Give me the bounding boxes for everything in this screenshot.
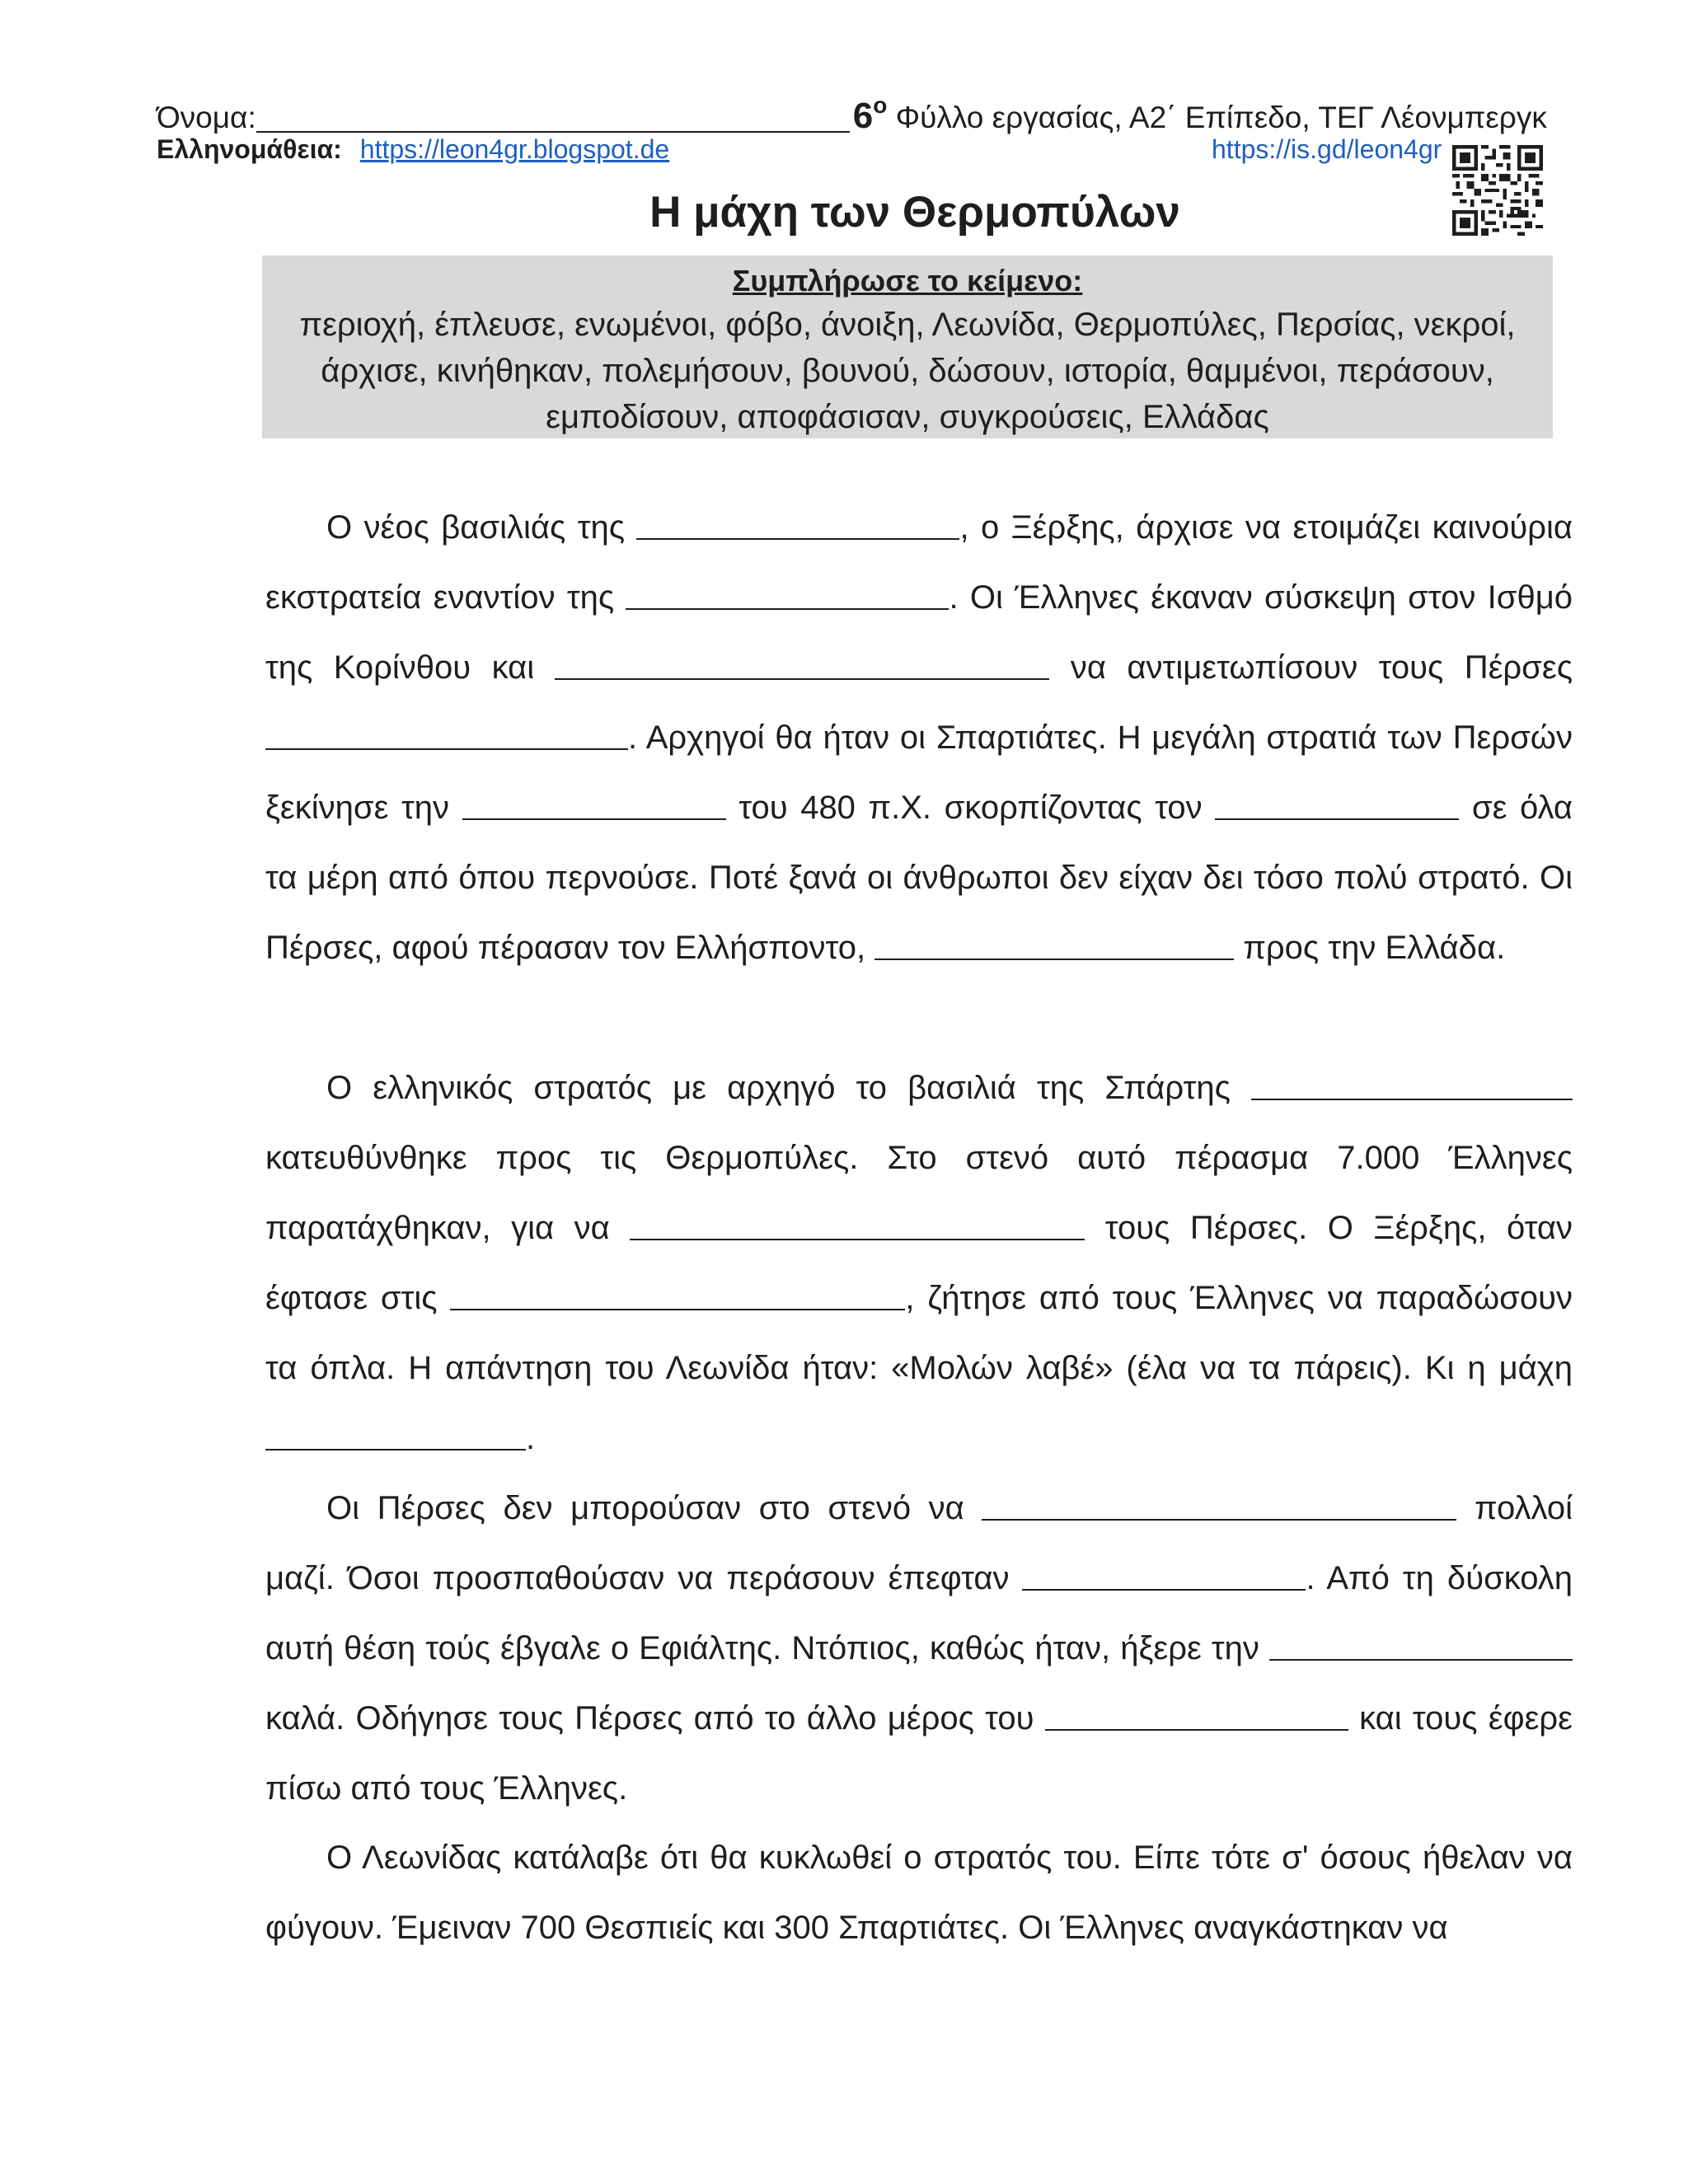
- blank-2[interactable]: [626, 580, 949, 610]
- header-line: [157, 79, 1547, 136]
- word-bank-heading: Συμπλήρωσε το κείμενο:: [732, 264, 1083, 298]
- blank-15[interactable]: [1045, 1701, 1348, 1731]
- blank-5[interactable]: [462, 790, 726, 820]
- short-link[interactable]: https://is.gd/leon4gr: [1212, 134, 1442, 164]
- blank-8[interactable]: [1251, 1071, 1573, 1100]
- paragraph-1: Ο νέος βασιλιάς της , ο Ξέρξης, άρχισε να ετοιμάζει καινούρια εκστρατεία εναντίον της . Οι Έλληνες έκαναν σύσκεψη στον Ισθμό της Κορίνθου και να αντιμετωπίσουν τους Πέρσες . Αρχηγοί θα ήταν οι Σπαρτιάτες. Η μεγάλη στρατιά των Περσών ξεκίνησε την του 480 π.Χ. σκορπίζοντας τον σε όλα τα μέρη από όπου περνούσε. Ποτέ ξανά οι άνθρωποι δεν είχαν δει τόσο πολύ στρατό. Οι Πέρσες, αφού πέρασαν τον Ελλήσποντο, προς την Ελλάδα.: [265, 509, 1573, 966]
- blank-11[interactable]: [265, 1421, 526, 1451]
- blank-9[interactable]: [630, 1211, 1085, 1240]
- blog-link[interactable]: https://leon4gr.blogspot.de: [359, 134, 670, 164]
- page-title: Η μάχη των Θερμοπύλων: [649, 188, 1180, 237]
- sheet-title: Φύλλο εργασίας, Α2΄ Επίπεδο, ΤΕΓ Λέονμπεργκ: [887, 101, 1547, 134]
- blank-7[interactable]: [874, 930, 1234, 960]
- blank-1[interactable]: [636, 510, 959, 540]
- blank-12[interactable]: [982, 1491, 1456, 1521]
- name-label: Όνομα:: [157, 101, 256, 134]
- word-bank-box: [262, 255, 1553, 438]
- org-label: Ελληνομάθεια:: [157, 134, 342, 164]
- blank-13[interactable]: [1022, 1561, 1306, 1591]
- blank-14[interactable]: [1269, 1631, 1573, 1661]
- name-field[interactable]: [256, 98, 850, 133]
- paragraph-4: Ο Λεωνίδας κατάλαβε ότι θα κυκλωθεί ο στρατός του. Είπε τότε σ' όσους ήθελαν να φύγουν. Έμειναν 700 Θεσπιείς και 300 Σπαρτιάτες. Οι Έλληνες αναγκάστηκαν να: [265, 1840, 1573, 1946]
- paragraph-2: Ο ελληνικός στρατός με αρχηγό το βασιλιά της Σπάρτης κατευθύνθηκε προς τις Θερμοπύλες. Στο στενό αυτό πέρασμα 7.000 Έλληνες παρατάχθηκαν, για να τους Πέρσες. Ο Ξέρξης, όταν έφτασε στις , ζήτησε από τους Έλληνες να παραδώσουν τα όπλα. Η απάντηση του Λεωνίδα ήταν: «Μολών λαβέ» (έλα να τα πάρεις). Κι η μάχη .: [265, 1070, 1573, 1456]
- links-line: [157, 129, 1442, 170]
- blank-3[interactable]: [555, 650, 1049, 680]
- sheet-number: $6^o$: [852, 92, 888, 136]
- blank-6[interactable]: [1215, 790, 1459, 820]
- blank-4[interactable]: [265, 720, 628, 750]
- blank-10[interactable]: [450, 1281, 905, 1310]
- paragraph-3: Οι Πέρσες δεν μπορούσαν στο στενό να πολλοί μαζί. Όσοι προσπαθούσαν να περάσουν έπεφταν . Από τη δύσκολη αυτή θέση τούς έβγαλε ο Εφιάλτης. Ντόπιος, καθώς ήταν, ήξερε την καλά. Οδήγησε τους Πέρσες από το άλλο μέρος του και τους έφερε πίσω από τους Έλληνες.: [265, 1490, 1573, 1807]
- word-bank-list: περιοχή, έπλευσε, ενωμένοι, φόβο, άνοιξη, Λεωνίδα, Θερμοπύλες, Περσίας, νεκροί, άρχισε, κινήθηκαν, πολεμήσουν, βουνού, δώσουν, ιστορία, θαμμένοι, περάσουν, εμποδίσουν, αποφάσισαν, συγκρούσεις, Ελλάδας: [299, 307, 1516, 435]
